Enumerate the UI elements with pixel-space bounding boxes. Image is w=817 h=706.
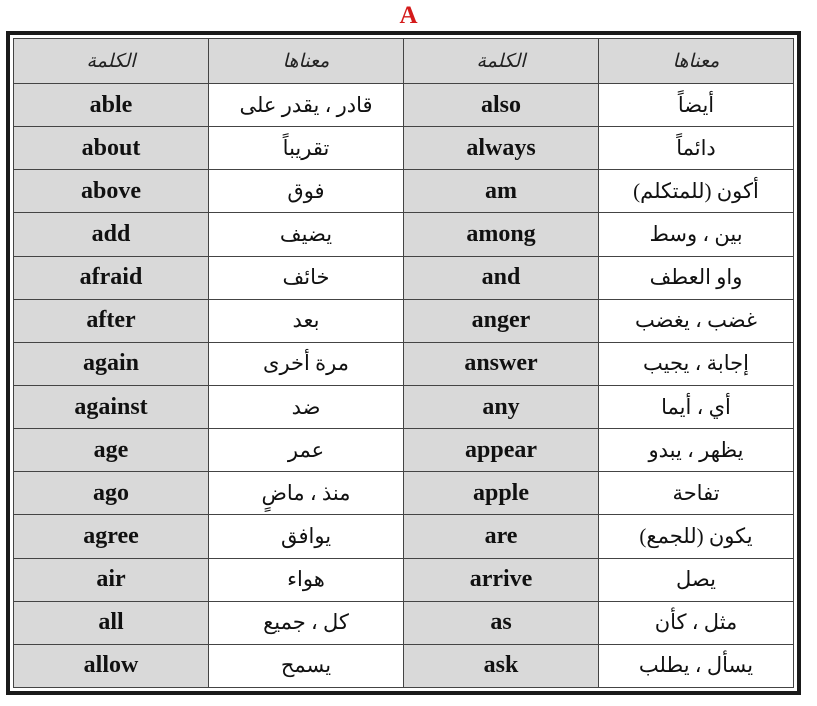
arabic-meaning-cell: يسمح xyxy=(209,644,404,687)
table-row xyxy=(14,472,794,515)
english-word-cell: among xyxy=(404,213,599,256)
arabic-meaning-cell: قادر ، يقدر على xyxy=(209,84,404,127)
table-row xyxy=(14,84,794,127)
english-word-cell: add xyxy=(14,213,209,256)
english-word-cell: anger xyxy=(404,299,599,342)
arabic-meaning-cell: يضيف xyxy=(209,213,404,256)
arabic-meaning-cell: عمر xyxy=(209,429,404,472)
english-word-cell: appear xyxy=(404,429,599,472)
arabic-meaning-cell: أكون (للمتكلم) xyxy=(599,170,794,213)
english-word-cell: able xyxy=(14,84,209,127)
table-body xyxy=(14,84,794,688)
arabic-meaning-cell: بعد xyxy=(209,299,404,342)
english-word-cell: after xyxy=(14,299,209,342)
english-word-cell: and xyxy=(404,256,599,299)
arabic-meaning-cell: يكون (للجمع) xyxy=(599,515,794,558)
arabic-meaning-cell: يوافق xyxy=(209,515,404,558)
english-word-cell: apple xyxy=(404,472,599,515)
table-row xyxy=(14,256,794,299)
header-word-1: الكلمة xyxy=(14,39,209,84)
page-title: A xyxy=(399,2,418,29)
table-row xyxy=(14,515,794,558)
english-word-cell: am xyxy=(404,170,599,213)
english-word-cell: ago xyxy=(14,472,209,515)
arabic-meaning-cell: تقريباً xyxy=(209,127,404,170)
table-row xyxy=(14,429,794,472)
arabic-meaning-cell: أي ، أيما xyxy=(599,385,794,428)
arabic-meaning-cell: غضب ، يغضب xyxy=(599,299,794,342)
table-row xyxy=(14,385,794,428)
english-word-cell: about xyxy=(14,127,209,170)
english-word-cell: afraid xyxy=(14,256,209,299)
table-row xyxy=(14,299,794,342)
arabic-meaning-cell: منذ ، ماضٍ xyxy=(209,472,404,515)
header-word-2: الكلمة xyxy=(404,39,599,84)
vocabulary-table-frame xyxy=(6,31,801,695)
english-word-cell: always xyxy=(404,127,599,170)
arabic-meaning-cell: إجابة ، يجيب xyxy=(599,342,794,385)
english-word-cell: ask xyxy=(404,644,599,687)
header-row xyxy=(14,39,794,84)
english-word-cell: answer xyxy=(404,342,599,385)
english-word-cell: age xyxy=(14,429,209,472)
english-word-cell: are xyxy=(404,515,599,558)
table-row xyxy=(14,127,794,170)
english-word-cell: above xyxy=(14,170,209,213)
english-word-cell: again xyxy=(14,342,209,385)
table-row xyxy=(14,342,794,385)
english-word-cell: also xyxy=(404,84,599,127)
header-meaning-1: معناها xyxy=(209,39,404,84)
table-row xyxy=(14,170,794,213)
arabic-meaning-cell: يسأل ، يطلب xyxy=(599,644,794,687)
table-row xyxy=(14,213,794,256)
table-row xyxy=(14,601,794,644)
vocabulary-table xyxy=(13,38,794,688)
arabic-meaning-cell: خائف xyxy=(209,256,404,299)
english-word-cell: any xyxy=(404,385,599,428)
english-word-cell: allow xyxy=(14,644,209,687)
table-row xyxy=(14,644,794,687)
arabic-meaning-cell: ضد xyxy=(209,385,404,428)
arabic-meaning-cell: هواء xyxy=(209,558,404,601)
header-meaning-2: معناها xyxy=(599,39,794,84)
arabic-meaning-cell: تفاحة xyxy=(599,472,794,515)
arabic-meaning-cell: يصل xyxy=(599,558,794,601)
english-word-cell: as xyxy=(404,601,599,644)
arabic-meaning-cell: واو العطف xyxy=(599,256,794,299)
english-word-cell: air xyxy=(14,558,209,601)
arabic-meaning-cell: مرة أخرى xyxy=(209,342,404,385)
arabic-meaning-cell: فوق xyxy=(209,170,404,213)
english-word-cell: all xyxy=(14,601,209,644)
arabic-meaning-cell: كل ، جميع xyxy=(209,601,404,644)
arabic-meaning-cell: مثل ، كأن xyxy=(599,601,794,644)
arabic-meaning-cell: يظهر ، يبدو xyxy=(599,429,794,472)
english-word-cell: against xyxy=(14,385,209,428)
table-row xyxy=(14,558,794,601)
arabic-meaning-cell: أيضاً xyxy=(599,84,794,127)
english-word-cell: arrive xyxy=(404,558,599,601)
arabic-meaning-cell: دائماً xyxy=(599,127,794,170)
arabic-meaning-cell: بين ، وسط xyxy=(599,213,794,256)
english-word-cell: agree xyxy=(14,515,209,558)
